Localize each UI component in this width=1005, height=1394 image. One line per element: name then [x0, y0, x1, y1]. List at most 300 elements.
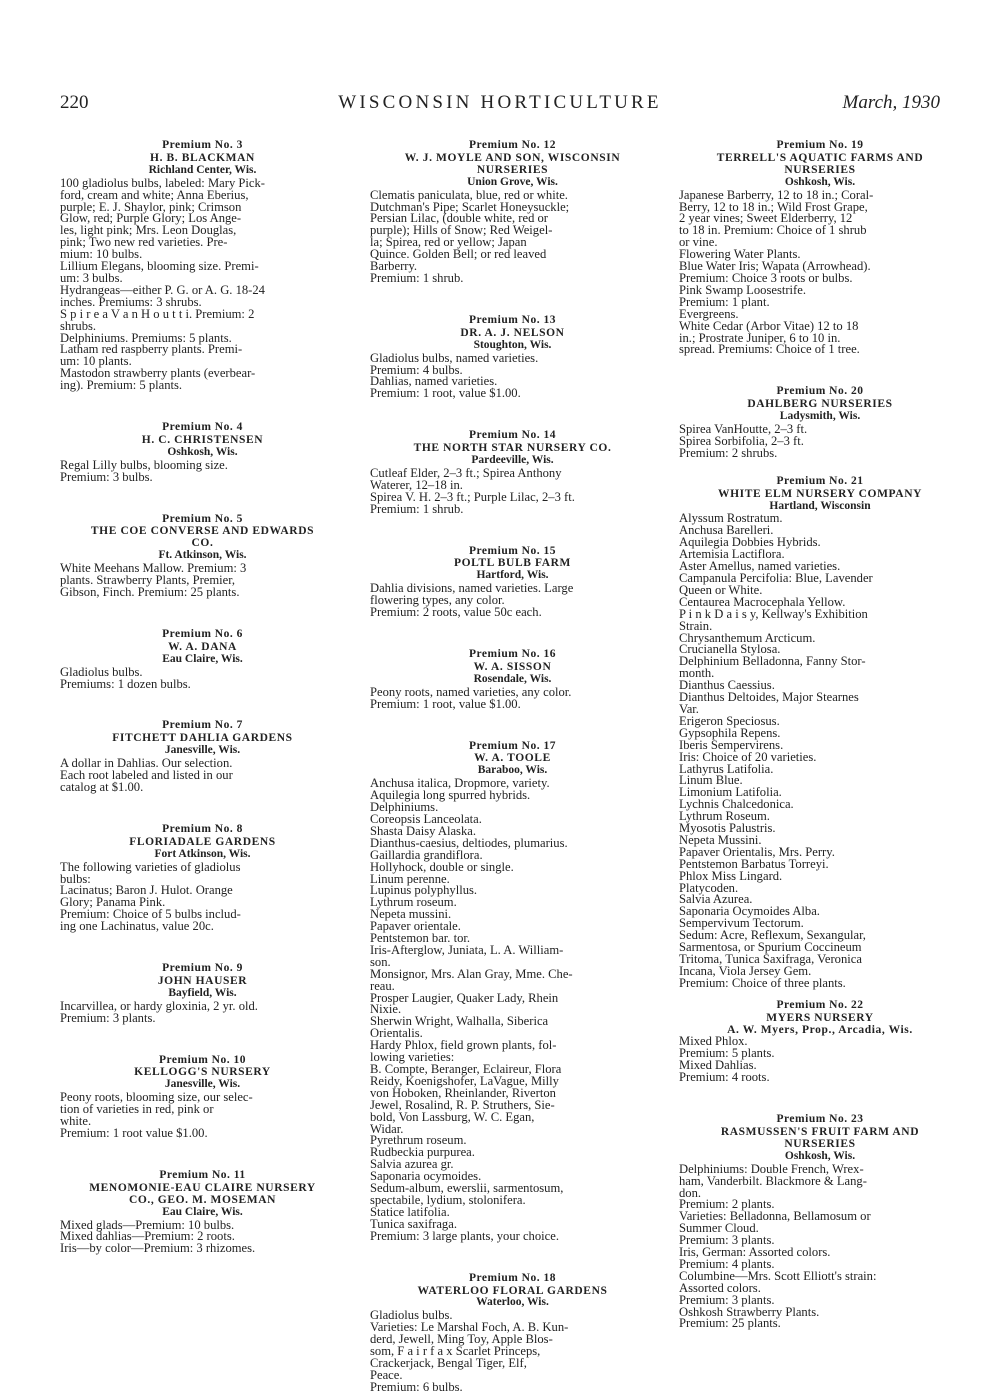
donor-location: Oshkosh, Wis. — [784, 175, 856, 188]
description-line: Iris-Afterglow, Juniata, L. A. William- — [370, 942, 564, 957]
description-line: reau. — [370, 978, 395, 993]
description-line: Nepeta mussini. — [370, 907, 452, 922]
description-line: Iris: Choice of 20 varieties. — [679, 749, 817, 764]
description-line: Premium: 4 bulbs. — [370, 362, 463, 377]
description-line: 2 year vines; Sweet Elderberry, 12 — [679, 211, 853, 226]
description-line: The following varieties of gladiolus — [60, 859, 241, 874]
premium-entry — [679, 386, 961, 459]
description-line: ing). Premium: 5 plants. — [60, 378, 183, 393]
description-line: P i n k D a i s y, Kellway's Exhibition — [679, 606, 868, 621]
donor-location: Pardeeville, Wis. — [471, 454, 554, 467]
premium-entry — [679, 140, 961, 356]
description-line: Premium: 1 root, value $1.00. — [370, 696, 521, 711]
description-line: Premium: 3 bulbs. — [60, 469, 153, 484]
premium-description — [370, 778, 655, 1242]
description-line: Premium: 3 large plants, your choice. — [370, 1228, 559, 1243]
description-line: Iris—by color—Premium: 3 rhizomes. — [60, 1241, 256, 1256]
description-line: Premium: 1 shrub. — [370, 501, 464, 516]
page-header — [60, 92, 940, 118]
premium-description — [370, 187, 655, 285]
premium-entry — [60, 514, 345, 599]
description-line: Gypsophila Repens. — [679, 725, 781, 740]
donor-location: Fort Atkinson, Wis. — [154, 847, 251, 860]
description-line: Jewel, Rosalind, R. P. Struthers, Sie- — [370, 1097, 555, 1112]
description-line: Gladiolus bulbs, named varieties. — [370, 350, 539, 365]
description-line: Myosotis Palustris. — [679, 821, 776, 836]
description-line: B. Compte, Beranger, Eclaireur, Flora — [370, 1062, 562, 1076]
description-line: ing one Lachinatus, value 20c. — [60, 919, 214, 934]
premium-number: Premium No. 14 — [469, 429, 556, 442]
donor-location: Richland Center, Wis. — [148, 163, 257, 176]
donor-location: Ft. Atkinson, Wis. — [158, 549, 247, 562]
description-line: Mixed Dahlias. — [679, 1058, 757, 1073]
donor-name: FLORIADALE GARDENS — [129, 835, 276, 848]
description-line: Reidy, Koenigshofer, LaVague, Milly — [370, 1073, 559, 1088]
description-line: in.; Prostrate Juniper, 6 to 10 in. — [679, 330, 841, 345]
premium-entry — [60, 1055, 345, 1140]
premium-description — [370, 465, 655, 516]
description-line: Saponaria ocymoides. — [370, 1169, 482, 1184]
description-line: Sempervivum Tectorum. — [679, 916, 804, 931]
column-3 — [679, 140, 961, 1330]
description-line: Sedum-album, ewerslii, sarmentosum, — [370, 1181, 564, 1196]
description-line: les, light pink; Mrs. Leon Douglas, — [60, 223, 237, 238]
premium-description — [60, 859, 345, 934]
premium-description — [60, 1092, 345, 1140]
premium-number: Premium No. 19 — [776, 139, 864, 151]
description-line: Papaver Orientalis, Mrs. Perry. — [679, 844, 835, 859]
description-line: Salvia azurea gr. — [370, 1157, 454, 1172]
description-line: Dianthus Deltoides, Major Stearnes — [679, 690, 859, 705]
premium-entry — [60, 1170, 345, 1255]
donor-name: H. C. CHRISTENSEN — [141, 433, 264, 446]
description-line: Premium: 1 shrub. — [370, 270, 464, 285]
description-line: Linum Blue. — [679, 773, 743, 788]
description-line: Delphinium Belladonna, Fanny Stor- — [679, 654, 866, 669]
premium-number: Premium No. 20 — [776, 385, 864, 398]
premium-entry — [370, 315, 655, 400]
donor-name: MENOMONIE-EAU CLAIRE NURSERY — [89, 1181, 316, 1194]
description-line: Premium: 3 plants. — [60, 1010, 156, 1025]
description-line: Delphiniums: Double French, Wrex- — [679, 1161, 864, 1176]
description-line: Premium: 6 bulbs. — [370, 1379, 463, 1394]
premium-entry — [60, 963, 345, 1025]
description-line: ham, Vanderbilt. Blackmore & Lang- — [679, 1173, 867, 1188]
description-line: Clematis paniculata, blue, red or white. — [370, 187, 568, 202]
description-line: Gladiolus bulbs. — [370, 1308, 453, 1323]
description-line: Premium: 1 plant. — [679, 294, 770, 309]
description-line: Queen or White. — [679, 582, 763, 597]
description-line: Lythrum Roseum. — [679, 809, 770, 824]
premium-number: Premium No. 6 — [162, 627, 243, 640]
description-line: Premium: 4 plants. — [679, 1256, 775, 1271]
column-2 — [370, 140, 655, 1394]
description-line: inches. Premiums: 3 shrubs. — [60, 294, 202, 309]
donor-location: Eau Claire, Wis. — [162, 1205, 243, 1218]
description-line: or vine. — [679, 235, 718, 250]
page-date: March, 1930 — [842, 92, 940, 113]
description-line: Columbine—Mrs. Scott Elliott's strain: — [679, 1268, 877, 1283]
premium-entry — [370, 741, 655, 1243]
premium-description — [370, 583, 655, 619]
premium-number: Premium No. 21 — [776, 474, 864, 487]
description-line: 100 gladiolus bulbs, labeled: Mary Pick- — [60, 175, 265, 190]
description-line: Each root labeled and listed in our — [60, 768, 233, 783]
premium-description — [370, 350, 655, 401]
description-line: white. — [60, 1114, 92, 1129]
column-1 — [60, 140, 345, 1255]
premium-description — [679, 1161, 961, 1331]
premium-entry — [370, 649, 655, 711]
premium-description — [679, 424, 961, 460]
premium-description — [679, 187, 961, 357]
description-line: Premiums: 1 dozen bulbs. — [60, 676, 191, 691]
description-line: spread. Premiums: Choice of 1 tree. — [679, 342, 860, 357]
description-line: Centaurea Macrocephala Yellow. — [679, 594, 846, 609]
premium-entry — [679, 1000, 961, 1084]
description-line: Peace. — [370, 1367, 403, 1382]
description-line: mium: 10 bulbs. — [60, 247, 143, 262]
description-line: Premium: Choice of 5 bulbs includ- — [60, 907, 241, 922]
description-line: Premium: 1 root value $1.00. — [60, 1126, 208, 1140]
donor-name: NURSERIES — [784, 1137, 856, 1150]
description-line: purple; E. J. Shaylor, pink; Crimson — [60, 199, 242, 214]
description-line: Spirea Sorbifolia, 2–3 ft. — [679, 433, 804, 448]
donor-name: JOHN HAUSER — [157, 974, 248, 987]
donor-location: Janesville, Wis. — [164, 1078, 241, 1091]
description-line: Premium: 2 shrubs. — [679, 445, 778, 460]
description-line: White Meehans Mallow. Premium: 3 — [60, 561, 247, 576]
description-line: Premium: 2 plants. — [679, 1197, 775, 1212]
donor-name: THE COE CONVERSE AND EDWARDS — [90, 525, 315, 538]
description-line: shrubs. — [60, 318, 97, 333]
description-line: Dahlias, named varieties. — [370, 374, 498, 389]
description-line: White Cedar (Arbor Vitae) 12 to 18 — [679, 318, 859, 333]
description-line: Spirea V. H. 2–3 ft.; Purple Lilac, 2–3 ft. — [370, 489, 575, 504]
description-line: Hardy Phlox, field grown plants, fol- — [370, 1038, 557, 1053]
description-line: Incarvillea, or hardy gloxinia, 2 yr. old. — [60, 998, 258, 1013]
donor-name: KELLOGG'S NURSERY — [134, 1066, 271, 1079]
description-line: Hydrangeas—either P. G. or A. G. 18-24 — [60, 282, 265, 297]
description-line: Evergreens. — [679, 306, 739, 321]
description-line: flowering types, any color. — [370, 593, 505, 608]
description-line: Lillium Elegans, blooming size. Premi- — [60, 259, 259, 274]
description-line: um: 10 plants. — [60, 354, 132, 369]
donor-location: Baraboo, Wis. — [477, 764, 548, 777]
premium-description — [60, 175, 345, 393]
premium-description — [60, 664, 345, 691]
donor-name: THE NORTH STAR NURSERY CO. — [413, 442, 612, 455]
donor-location: Oshkosh, Wis. — [784, 1149, 856, 1162]
description-line: A dollar in Dahlias. Our selection. — [60, 756, 233, 771]
description-line: Pentstemon bar. tor. — [370, 931, 471, 946]
description-line: Pink Swamp Loosestrife. — [679, 282, 806, 297]
premium-description — [679, 513, 961, 989]
donor-location: Union Grove, Wis. — [467, 175, 558, 188]
premium-entry — [60, 720, 345, 793]
running-title: WISCONSIN HORTICULTURE — [338, 92, 662, 113]
donor-name: NURSERIES — [784, 163, 856, 176]
description-line: Premium: 5 plants. — [679, 1046, 775, 1061]
description-line: Premium: 3 plants. — [679, 1292, 775, 1307]
description-line: Iberis Sempervirens. — [679, 737, 784, 752]
description-line: Quince. Golden Bell; or red leaved — [370, 247, 547, 262]
description-line: Lathyrus Latifolia. — [679, 761, 774, 776]
premium-number: Premium No. 11 — [159, 1168, 246, 1181]
premium-number: Premium No. 13 — [469, 313, 556, 326]
premium-description — [679, 1036, 961, 1084]
premium-entry — [679, 1114, 961, 1330]
description-line: um: 3 bulbs. — [60, 270, 123, 285]
donor-name: W. J. MOYLE AND SON, WISCONSIN — [404, 151, 621, 164]
description-line: Dianthus Caessius. — [679, 678, 775, 693]
description-line: ford, cream and white; Anna Eberius, — [60, 187, 249, 202]
donor-location: Stoughton, Wis. — [473, 338, 552, 351]
description-line: Anchusa italica, Dropmore, variety. — [370, 776, 550, 791]
description-line: Orientalis. — [370, 1026, 423, 1041]
description-line: Platycoden. — [679, 880, 739, 895]
description-line: Peony roots, blooming size, our selec- — [60, 1090, 253, 1105]
description-line: Nepeta Mussini. — [679, 832, 762, 847]
description-line: S p i r e a V a n H o u t t i. Premium: 2 — [60, 306, 255, 321]
description-line: month. — [679, 666, 715, 681]
premium-description — [60, 563, 345, 599]
description-line: Premium: 4 roots. — [679, 1070, 770, 1085]
description-line: Varieties: Le Marshal Foch, A. B. Kun- — [370, 1320, 569, 1335]
premium-entry — [679, 476, 961, 990]
description-line: Persian Lilac, (double white, red or — [370, 211, 549, 226]
description-line: Assorted colors. — [679, 1280, 761, 1295]
description-line: Limonium Latifolia. — [679, 785, 782, 800]
description-line: Premium: 1 root, value $1.00. — [370, 386, 521, 401]
description-line: Delphiniums. Premiums: 5 plants. — [60, 330, 232, 345]
premium-number: Premium No. 5 — [162, 512, 243, 525]
premium-description — [370, 684, 655, 711]
description-line: Shasta Daisy Alaska. — [370, 823, 476, 838]
description-line: Dianthus-caesius, deltiodes, plumarius. — [370, 835, 568, 850]
description-line: Mixed glads—Premium: 10 bulbs. — [60, 1217, 235, 1232]
description-line: Crucianella Stylosa. — [679, 642, 781, 657]
donor-name: W. A. TOOLE — [474, 752, 551, 765]
donor-name: DR. A. J. NELSON — [460, 326, 565, 339]
donor-name: WHITE ELM NURSERY COMPANY — [717, 487, 923, 500]
description-line: Varieties: Belladonna, Bellamosum or — [679, 1209, 871, 1224]
description-line: Papaver orientale. — [370, 919, 461, 934]
description-line: Dahlia divisions, named varieties. Large — [370, 581, 574, 596]
premium-description — [60, 457, 345, 484]
description-line: Premium: 3 plants. — [679, 1233, 775, 1248]
premium-entry — [370, 140, 655, 285]
premium-entry — [60, 629, 345, 691]
description-line: Lychnis Chalcedonica. — [679, 797, 794, 812]
donor-name: FITCHETT DAHLIA GARDENS — [112, 732, 293, 745]
premium-entry — [370, 430, 655, 515]
description-line: Incana, Viola Jersey Gem. — [679, 963, 812, 978]
page-number: 220 — [60, 92, 89, 113]
premium-description — [60, 998, 345, 1025]
description-line: Linum perenne. — [370, 871, 450, 886]
description-line: Dutchman's Pipe; Scarlet Honeysuckle; — [370, 199, 570, 214]
description-line: Sherwin Wright, Walhalla, Siberica — [370, 1014, 549, 1029]
donor-name: W. A. DANA — [168, 640, 237, 653]
description-line: Tunica saxifraga. — [370, 1216, 457, 1231]
description-line: Mastodon strawberry plants (everbear- — [60, 366, 256, 381]
description-line: Gaillardia grandiflora. — [370, 847, 483, 862]
premium-entry — [60, 824, 345, 933]
description-line: Spirea VanHoutte, 2–3 ft. — [679, 422, 808, 437]
donor-location: Waterloo, Wis. — [476, 1296, 549, 1309]
description-line: tion of varieties in red, pink or — [60, 1102, 214, 1117]
description-line: Japanese Barberry, 12 to 18 in.; Coral- — [679, 187, 874, 202]
description-line: Prosper Laugier, Quaker Lady, Rhein — [370, 990, 559, 1005]
description-line: Blue Water Iris; Wapata (Arrowhead). — [679, 259, 871, 274]
description-line: Cutleaf Elder, 2–3 ft.; Spirea Anthony — [370, 465, 562, 480]
description-line: Strain. — [679, 618, 713, 633]
description-line: Berry, 12 to 18 in.; Wild Frost Grape, — [679, 199, 868, 214]
description-line: Campanula Percifolia: Blue, Lavender — [679, 571, 873, 585]
premium-number: Premium No. 7 — [162, 719, 243, 732]
description-line: purple); Hills of Snow; Red Weigel- — [370, 223, 553, 238]
description-line: Flowering Water Plants. — [679, 247, 801, 262]
description-line: Gladiolus bulbs. — [60, 664, 143, 679]
description-line: Oshkosh Strawberry Plants. — [679, 1304, 820, 1319]
description-line: von Hoboken, Rheinlander, Riverton — [370, 1085, 556, 1100]
donor-name: RASMUSSEN'S FRUIT FARM AND — [720, 1125, 920, 1138]
description-line: Gibson, Finch. Premium: 25 plants. — [60, 585, 240, 599]
description-line: Mixed dahlias—Premium: 2 roots. — [60, 1229, 235, 1244]
description-line: catalog at $1.00. — [60, 779, 144, 794]
description-line: Statice latifolia. — [370, 1204, 450, 1219]
description-line: Hollyhock, double or single. — [370, 859, 514, 874]
description-line: Glow, red; Purple Glory; Los Ange- — [60, 211, 242, 226]
description-line: Saponaria Ocymoides Alba. — [679, 904, 820, 919]
donor-name: CO., GEO. M. MOSEMAN — [128, 1193, 277, 1206]
description-line: Lythrum roseum. — [370, 895, 457, 910]
donor-name: A. W. Myers, Prop., Arcadia, Wis. — [727, 1023, 913, 1036]
premium-description — [60, 758, 345, 794]
description-line: Lupinus polyphyllus. — [370, 883, 478, 898]
premium-number: Premium No. 23 — [776, 1113, 864, 1126]
description-line: Waterer, 12–18 in. — [370, 477, 463, 492]
donor-name: CO. — [191, 537, 214, 550]
description-line: Erigeron Speciosus. — [679, 713, 780, 728]
description-line: son. — [370, 954, 391, 969]
premium-entry — [370, 546, 655, 619]
description-line: Glory; Panama Pink. — [60, 895, 166, 910]
donor-name: WATERLOO FLORAL GARDENS — [417, 1284, 608, 1297]
description-line: Premium: 2 roots, value 50c each. — [370, 605, 542, 620]
donor-location: Bayfield, Wis. — [168, 986, 237, 999]
description-line: lowing varieties: — [370, 1050, 455, 1065]
description-line: Barberry. — [370, 259, 418, 274]
donor-name: NURSERIES — [476, 163, 549, 176]
description-line: Alyssum Rostratum. — [679, 511, 783, 526]
description-line: derd, Jewell, Ming Toy, Apple Blos- — [370, 1332, 553, 1347]
description-line: bulbs: — [60, 871, 91, 886]
description-line: Mixed Phlox. — [679, 1034, 748, 1049]
description-line: Premium: Choice of three plants. — [679, 975, 846, 990]
description-line: Phlox Miss Lingard. — [679, 868, 783, 883]
donor-location: Ladysmith, Wis. — [779, 410, 861, 423]
description-line: Regal Lilly bulbs, blooming size. — [60, 457, 228, 472]
description-line: Summer Cloud. — [679, 1221, 759, 1236]
premium-number: Premium No. 15 — [469, 544, 556, 557]
donor-name: MYERS NURSERY — [766, 1011, 874, 1024]
description-line: Widar. — [370, 1121, 404, 1136]
description-line: Chrysanthemum Arcticum. — [679, 630, 816, 645]
donor-location: Hartford, Wis. — [476, 569, 549, 582]
premium-number: Premium No. 4 — [162, 421, 243, 434]
description-line: Pyrethrum roseum. — [370, 1133, 467, 1148]
description-line: Tritoma, Tunica Saxifraga, Veronica — [679, 952, 862, 966]
description-line: Aquilegia long spurred hybrids. — [370, 788, 531, 803]
description-line: Premium: 25 plants. — [679, 1316, 781, 1331]
description-line: Delphiniums. — [370, 800, 439, 815]
description-line: don. — [679, 1185, 702, 1200]
donor-name: W. A. SISSON — [473, 660, 552, 673]
premium-number: Premium No. 3 — [162, 139, 243, 151]
premium-entry — [60, 422, 345, 484]
description-line: Salvia Azurea. — [679, 892, 753, 907]
description-line: Aster Amellus, named varieties. — [679, 559, 841, 574]
description-line: Crackerjack, Bengal Tiger, Elf, — [370, 1355, 527, 1370]
description-line: to 18 in. Premium: Choice of 1 shrub — [679, 223, 867, 238]
premium-number: Premium No. 17 — [469, 739, 556, 752]
premium-entry — [60, 140, 345, 392]
premium-number: Premium No. 16 — [469, 648, 556, 660]
description-line: spectabile, lydium, stolonifera. — [370, 1192, 526, 1207]
description-line: Lacinatus; Baron J. Hulot. Orange — [60, 883, 233, 898]
premium-number: Premium No. 12 — [469, 139, 556, 151]
donor-name: DAHLBERG NURSERIES — [747, 398, 893, 411]
description-line: Rudbeckia purpurea. — [370, 1145, 475, 1160]
donor-name: H. B. BLACKMAN — [150, 151, 255, 164]
description-line: Premium: Choice 3 roots or bulbs. — [679, 270, 853, 285]
premium-entry — [370, 1273, 655, 1394]
description-line: Pentstemon Barbatus Torreyi. — [679, 856, 829, 871]
premium-number: Premium No. 8 — [162, 822, 243, 835]
premium-number: Premium No. 9 — [162, 962, 243, 975]
description-line: Latham red raspberry plants. Premi- — [60, 342, 243, 357]
donor-name: POLTL BULB FARM — [454, 557, 571, 570]
premium-description — [370, 1310, 655, 1393]
premium-number: Premium No. 22 — [776, 998, 864, 1011]
donor-name: TERRELL'S AQUATIC FARMS AND — [716, 151, 924, 164]
description-line: Nixie. — [370, 1002, 402, 1017]
donor-location: Janesville, Wis. — [164, 744, 241, 757]
description-line: Artemisia Lactiflora. — [679, 547, 785, 562]
donor-location: Rosendale, Wis. — [473, 672, 552, 685]
premium-number: Premium No. 10 — [159, 1053, 246, 1066]
description-line: bold, Von Lassburg, W. C. Egan, — [370, 1109, 535, 1124]
description-line: Sarmentosa, or Spurium Coccineum — [679, 940, 862, 955]
donor-location: Eau Claire, Wis. — [162, 652, 243, 665]
description-line: Sedum: Acre, Reflexum, Sexangular, — [679, 928, 866, 943]
description-line: Peony roots, named varieties, any color. — [370, 684, 572, 699]
description-line: plants. Strawberry Plants, Premier, — [60, 573, 236, 588]
premium-description — [60, 1217, 345, 1256]
premium-number: Premium No. 18 — [469, 1271, 556, 1284]
description-line: Iris, German: Assorted colors. — [679, 1245, 831, 1260]
description-line: Anchusa Barelleri. — [679, 523, 774, 538]
description-line: som, F a i r f a x Scarlet Princeps, — [370, 1344, 541, 1359]
description-line: Var. — [679, 701, 699, 716]
description-line: Coreopsis Lanceolata. — [370, 811, 482, 826]
description-line: la; Spirea, red or yellow; Japan — [370, 235, 527, 250]
description-line: Aquilegia Dobbies Hybrids. — [679, 535, 821, 550]
description-line: Monsignor, Mrs. Alan Gray, Mme. Che- — [370, 966, 573, 981]
donor-location: Oshkosh, Wis. — [167, 445, 238, 458]
